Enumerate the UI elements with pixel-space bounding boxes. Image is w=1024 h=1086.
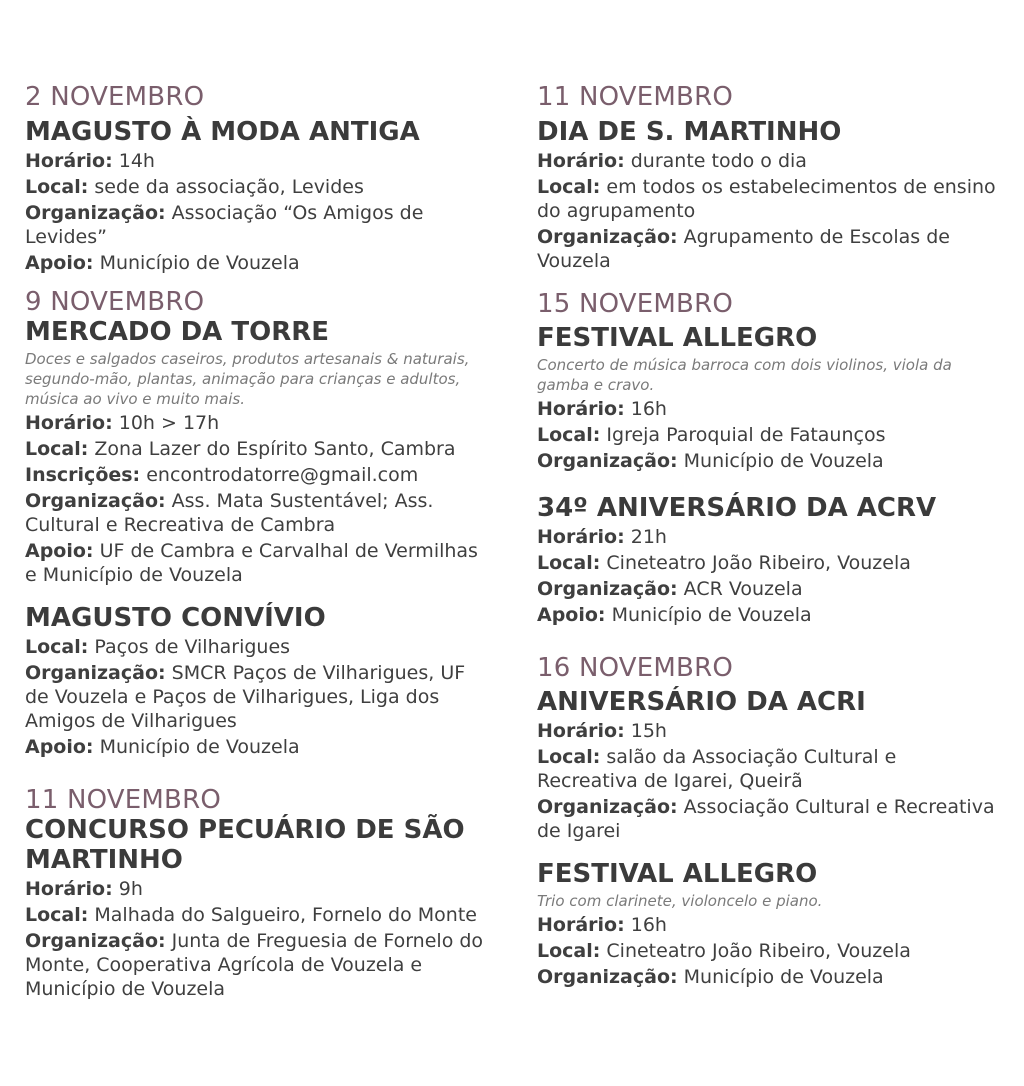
field-value: em todos os estabelecimentos de ensino do agrupamento [537, 176, 996, 222]
event-title: MERCADO DA TORRE [25, 317, 329, 347]
field-value: Município de Vouzela [605, 604, 812, 626]
field-value: sede da associação, Levides [88, 176, 364, 198]
event-field [25, 635, 490, 659]
field-label: Organização: [25, 202, 166, 224]
field-value: salão da Associação Cultural e Recreativa de Igarei, Queirã [537, 746, 897, 792]
field-value: Associação “Os Amigos de Levides” [25, 202, 424, 248]
field-value: ACR Vouzela [677, 578, 803, 600]
field-label: Organização: [537, 796, 678, 818]
field-label: Local: [25, 636, 89, 658]
event-date: 11 NOVEMBRO [537, 82, 734, 112]
field-value: 21h [624, 526, 667, 548]
field-label: Local: [25, 438, 89, 460]
event-date: 16 NOVEMBRO [537, 653, 734, 683]
field-label: Horário: [537, 720, 625, 742]
event-field [537, 423, 997, 447]
event-field [25, 251, 490, 275]
event-festival-allegro-barroco [537, 289, 997, 473]
event-field [25, 437, 490, 461]
field-label: Local: [25, 904, 89, 926]
field-label: Local: [537, 552, 601, 574]
event-festival-allegro-trio [537, 859, 997, 989]
event-aniversario-acri [537, 653, 997, 843]
field-label: Horário: [537, 914, 625, 936]
event-date: 15 NOVEMBRO [537, 289, 734, 319]
event-date: 9 NOVEMBRO [25, 287, 205, 317]
event-title: CONCURSO PECUÁRIO DE SÃO MARTINHO [25, 815, 465, 875]
field-value: Junta de Freguesia de Fornelo do Monte, Cooperativa Agrícola de Vouzela e Município de Vouzela [25, 930, 484, 1000]
field-value: Igreja Paroquial de Fataunços [600, 424, 886, 446]
event-magusto-convivio [25, 603, 490, 759]
event-field [25, 539, 490, 587]
field-value: 14h [112, 150, 155, 172]
event-title: DIA DE S. MARTINHO [537, 117, 842, 147]
field-label: Apoio: [25, 540, 94, 562]
event-field [25, 903, 490, 927]
field-label: Horário: [25, 412, 113, 434]
field-label: Organização: [25, 930, 166, 952]
event-34-aniversario-acrv [537, 493, 997, 627]
event-field [537, 795, 997, 843]
event-title: FESTIVAL ALLEGRO [537, 323, 818, 353]
field-label: Apoio: [25, 736, 94, 758]
field-value: 10h > 17h [112, 412, 220, 434]
field-value: Malhada do Salgueiro, Fornelo do Monte [88, 904, 477, 926]
field-label: Inscrições: [25, 464, 141, 486]
event-field [25, 463, 490, 487]
left-column [25, 82, 490, 1003]
field-value: Município de Vouzela [677, 450, 884, 472]
field-value: Município de Vouzela [93, 736, 300, 758]
field-value: 15h [624, 720, 667, 742]
event-field [537, 525, 997, 549]
field-value: UF de Cambra e Carvalhal de Vermilhas e Município de Vouzela [25, 540, 478, 586]
field-label: Local: [537, 746, 601, 768]
field-label: Organização: [25, 662, 166, 684]
field-label: Local: [537, 424, 601, 446]
field-value: 16h [624, 398, 667, 420]
event-date: 11 NOVEMBRO [25, 785, 222, 815]
field-value: durante todo o dia [624, 150, 807, 172]
event-field [25, 735, 490, 759]
field-label: Organização: [25, 490, 166, 512]
event-field [537, 719, 997, 743]
event-field [25, 411, 490, 435]
field-label: Apoio: [537, 604, 606, 626]
event-title: MAGUSTO À MODA ANTIGA [25, 117, 420, 147]
right-column [537, 82, 997, 991]
field-value: Cineteatro João Ribeiro, Vouzela [600, 552, 911, 574]
event-field [25, 149, 490, 173]
event-field [537, 397, 997, 421]
field-value: Associação Cultural e Recreativa de Igarei [537, 796, 995, 842]
event-mercado-da-torre [25, 287, 490, 587]
field-value: Agrupamento de Escolas de Vouzela [537, 226, 950, 272]
event-field [537, 225, 997, 273]
event-title: ANIVERSÁRIO DA ACRI [537, 687, 866, 717]
field-label: Horário: [25, 150, 113, 172]
field-value: 9h [112, 878, 143, 900]
field-label: Organização: [537, 450, 678, 472]
event-magusto-moda-antiga [25, 82, 490, 275]
event-title: FESTIVAL ALLEGRO [537, 859, 818, 889]
event-dia-de-s-martinho [537, 82, 997, 273]
event-title: 34º ANIVERSÁRIO DA ACRV [537, 493, 937, 523]
field-value: 16h [624, 914, 667, 936]
field-label: Organização: [537, 578, 678, 600]
field-label: Organização: [537, 966, 678, 988]
field-value: Paços de Vilharigues [88, 636, 291, 658]
event-field [537, 449, 997, 473]
field-value: SMCR Paços de Vilharigues, UF de Vouzela e Paços de Vilharigues, Liga dos Amigos de Vilharigues [25, 662, 466, 732]
field-value: encontrodatorre@gmail.com [140, 464, 419, 486]
field-value: Zona Lazer do Espírito Santo, Cambra [88, 438, 456, 460]
event-field [537, 551, 997, 575]
event-field [537, 965, 997, 989]
event-field [25, 201, 490, 249]
event-field [537, 577, 997, 601]
field-value: Ass. Mata Sustentável; Ass. Cultural e Recreativa de Cambra [25, 490, 434, 536]
event-field [25, 661, 490, 733]
field-label: Local: [537, 940, 601, 962]
field-label: Organização: [537, 226, 678, 248]
event-field [537, 745, 997, 793]
event-field [537, 913, 997, 937]
event-description: Doces e salgados caseiros, produtos artesanais & naturais, segundo-mão, plantas, animação para crianças e adultos, música ao vivo e muito mais. [25, 350, 470, 408]
field-label: Horário: [25, 878, 113, 900]
field-label: Horário: [537, 398, 625, 420]
event-field [537, 175, 997, 223]
event-description: Trio com clarinete, violoncelo e piano. [537, 892, 823, 910]
event-field [25, 929, 490, 1001]
field-value: Município de Vouzela [677, 966, 884, 988]
event-description: Concerto de música barroca com dois violinos, viola da gamba e cravo. [537, 356, 952, 394]
event-concurso-pecuario [25, 785, 490, 1001]
field-value: Município de Vouzela [93, 252, 300, 274]
field-label: Apoio: [25, 252, 94, 274]
event-date: 2 NOVEMBRO [25, 82, 205, 112]
event-field [537, 939, 997, 963]
event-field [537, 149, 997, 173]
event-title: MAGUSTO CONVÍVIO [25, 603, 326, 633]
field-label: Local: [25, 176, 89, 198]
field-label: Local: [537, 176, 601, 198]
event-field [25, 175, 490, 199]
event-field [537, 603, 997, 627]
field-label: Horário: [537, 526, 625, 548]
field-label: Horário: [537, 150, 625, 172]
event-field [25, 877, 490, 901]
field-value: Cineteatro João Ribeiro, Vouzela [600, 940, 911, 962]
event-field [25, 489, 490, 537]
